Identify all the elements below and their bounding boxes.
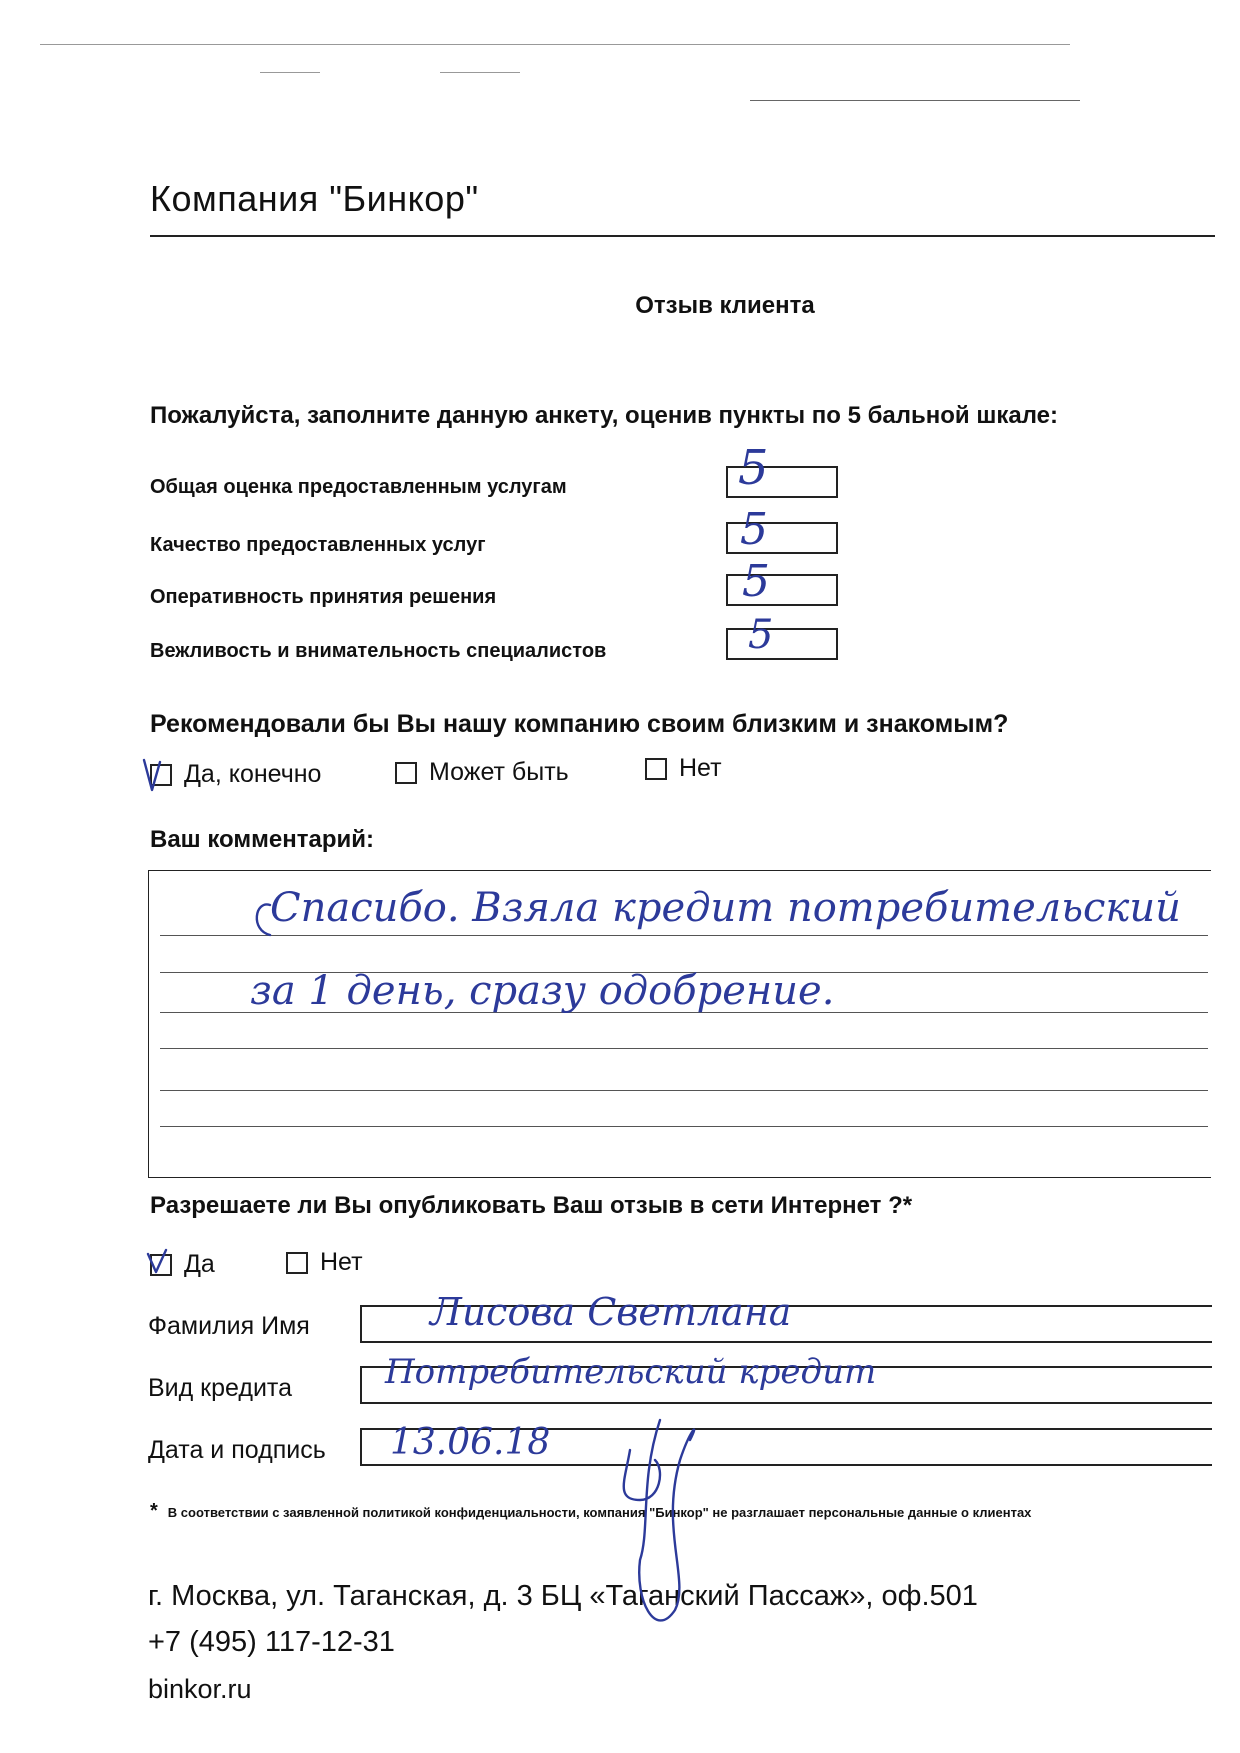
checkmark-publish-yes: [148, 1250, 166, 1272]
rating-value-quality: 5: [740, 504, 768, 555]
footnote-star: *: [150, 1500, 158, 1522]
company-title: Компания "Бинкор": [150, 178, 479, 219]
instruction-text: Пожалуйста, заполните данную анкету, оценив пункты по 5 бальной шкале:: [150, 402, 1058, 429]
comment-label: Ваш комментарий:: [150, 826, 375, 853]
publish-question: Разрешаете ли Вы опубликовать Ваш отзыв в сети Интернет ?*: [150, 1192, 913, 1219]
signature-mark: [624, 1420, 694, 1620]
rating-label-overall: Общая оценка предоставленным услугам: [150, 476, 567, 498]
comment-text-line-2: за 1 день, сразу одобрение.: [250, 968, 835, 1014]
field-label-date-signature: Дата и подпись: [148, 1436, 326, 1464]
rating-label-quality: Качество предоставленных услуг: [150, 534, 486, 556]
rating-label-speed: Оперативность принятия решения: [150, 586, 497, 608]
checkmark-recommend-yes: [144, 760, 160, 790]
field-label-credit-type: Вид кредита: [148, 1374, 292, 1402]
credit-type-field-value: Потребительский кредит: [385, 1352, 877, 1392]
rating-value-speed: 5: [742, 556, 770, 607]
rating-value-politeness: 5: [748, 612, 774, 658]
option-label: Да: [184, 1250, 215, 1278]
option-label: Нет: [320, 1248, 363, 1276]
recommend-question: Рекомендовали бы Вы нашу компанию своим близким и знакомым?: [150, 710, 1009, 738]
website-link[interactable]: binkor.ru: [148, 1674, 252, 1704]
rating-label-politeness: Вежливость и внимательность специалистов: [150, 640, 607, 662]
form-title: Отзыв клиента: [635, 292, 815, 319]
rating-value-overall: 5: [738, 440, 769, 496]
address-text: г. Москва, ул. Таганская, д. 3 БЦ «Таганский Пассаж», оф.501: [148, 1580, 978, 1612]
option-label: Да, конечно: [184, 760, 322, 788]
date-field-value: 13.06.18: [390, 1422, 551, 1463]
field-label-name: Фамилия Имя: [148, 1312, 310, 1340]
option-label: Нет: [679, 754, 722, 782]
option-label: Может быть: [429, 758, 569, 786]
phone-text: +7 (495) 117-12-31: [148, 1626, 395, 1658]
footnote-text: В соответствии с заявленной политикой конфиденциальности, компания "Бинкор" не разглашает персональные данные о клиентах: [167, 1505, 1032, 1520]
comment-text-line-1: Спасибо. Взяла кредит потребительский: [270, 885, 1181, 931]
name-field-value: Лисова Светлана: [430, 1290, 792, 1334]
ink-flourish: [257, 904, 270, 935]
